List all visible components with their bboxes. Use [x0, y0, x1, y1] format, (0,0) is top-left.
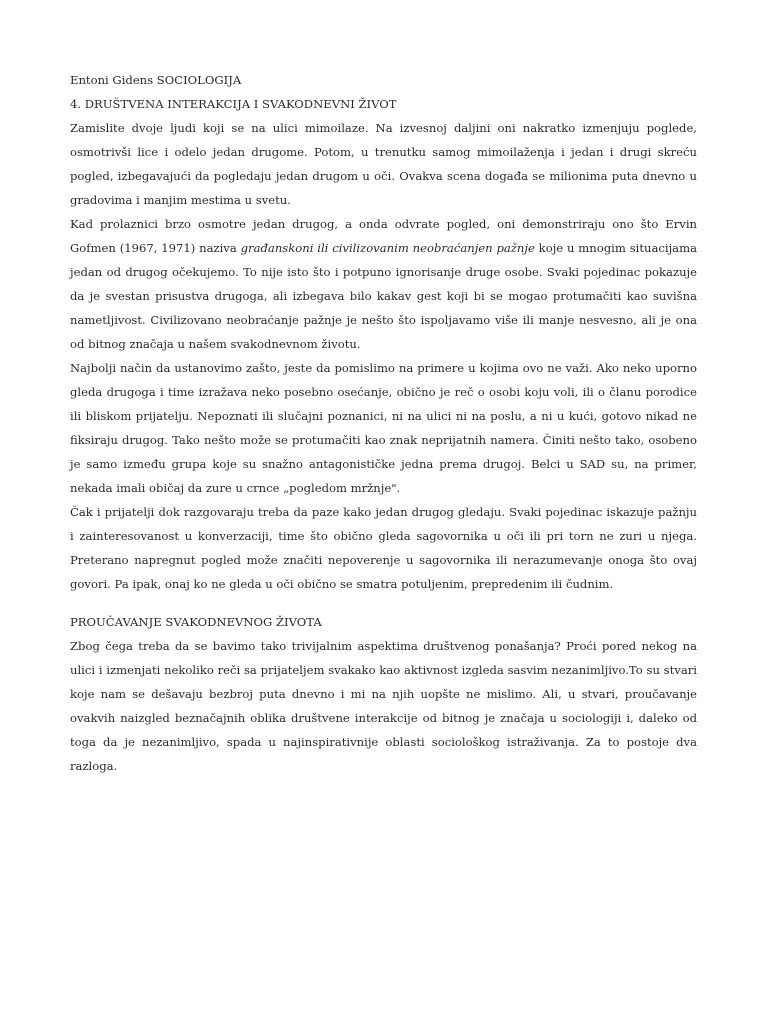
- paragraph-2: [70, 212, 697, 356]
- paragraph-3: Najbolji način da ustanovimo zašto, jeste da pomislimo na primere u kojima ovo ne važi. Ako neko uporno gleda drugoga i time izražava neko posebno osećanje, obično je reč o osobi koju voli, ili o članu porodice ili bliskom prijatelju. Nepoznati ili slučajni poznanici, ni na ulici ni na poslu, a ni u kući, gotovo nikad ne fiksiraju drugog. Tako nešto može se protumačiti kao znak neprijatnih namera. Činiti nešto tako, osobeno je samo između grupa koje su snažno antagonističke jedna prema drugoj. Belci u SAD su, na primer, nekada imali običaj da zure u crnce „pogledom mržnje".: [70, 361, 697, 495]
- paragraph-4: Čak i prijatelji dok razgovaraju treba da paze kako jedan drugog gledaju. Svaki pojedinac iskazuje pažnju i zainteresovanost u konverzaciji, time što obično gleda sagovornika u oči ili pri torn ne zuri u njega. Preterano napregnut pogled može značiti nepoverenje u sagovornika ili nerazumevanje onoga što ovaj govori. Pa ipak, onaj ko ne gleda u oči obično se smatra potuljenim, prepredenim ili čudnim.: [70, 505, 697, 591]
- section-2-heading: PROUČAVANJE SVAKODNEVNOG ŽIVOTA: [70, 615, 322, 629]
- section-divider-space: [70, 596, 697, 610]
- paragraph-2-emphasis: građanskoni ili civilizovanim neobraćanjen pažnje: [240, 241, 535, 255]
- paragraph-2-text-before: Kad prolaznici brzo osmotre jedan drugog, a onda odvrate pogled, oni demonstriraju ono što Ervin Gofmen (1967, 1971) naziva: [70, 217, 697, 255]
- paragraph-1: Zamislite dvoje ljudi koji se na ulici mimoilaze. Na izvesnoj daljini oni nakratko izmenjuju poglede, osmotrivši lice i odelo jedan drugome. Potom, u trenutku samog mimoilaženja i jedan i drugi skreću pogled, izbegavajući da pogledaju jedan drugom u oči. Ovakva scena događa se milionima puta dnevno u gradovima i manjim mestima u svetu.: [70, 121, 697, 207]
- author-title: Entoni Gidens SOCIOLOGIJA: [70, 73, 242, 87]
- document-page: [70, 68, 697, 778]
- paragraph-2-text-after: koje u mnogim situacijama jedan od drugog očekujemo. To nije isto što i potpuno ignorisanje druge osobe. Svaki pojedinac pokazuje da je svestan prisustva drugoga, ali izbegava bilo kakav gest koji bi se mogao protumačiti kao suvišna nametljivost. Civilizovano neobraćanje pažnje je nešto što ispoljavamo više ili manje nesvesno, ali je ona od bitnog značaja u našem svakodnevnom životu.: [70, 241, 698, 351]
- section-2-paragraph-1: Zbog čega treba da se bavimo tako trivijalnim aspektima društvenog ponašanja? Proći pored nekog na ulici i izmenjati nekoliko reči sa prijateljem svakako kao aktivnost izgleda sasvim nezanimljivo.To su stvari koje nam se dešavaju bezbroj puta dnevno i mi na njih uopšte ne mislimo. Ali, u stvari, proučavanje ovakvih naizgled beznačajnih oblika društvene interakcije od bitnog je značaja u sociologiji i, daleko od toga da je nezanimljivo, spada u najinspirativnije oblasti sociološkog istraživanja. Za to postoje dva razloga.: [70, 639, 697, 773]
- chapter-heading: 4. DRUŠTVENA INTERAKCIJA I SVAKODNEVNI ŽIVOT: [70, 97, 397, 111]
